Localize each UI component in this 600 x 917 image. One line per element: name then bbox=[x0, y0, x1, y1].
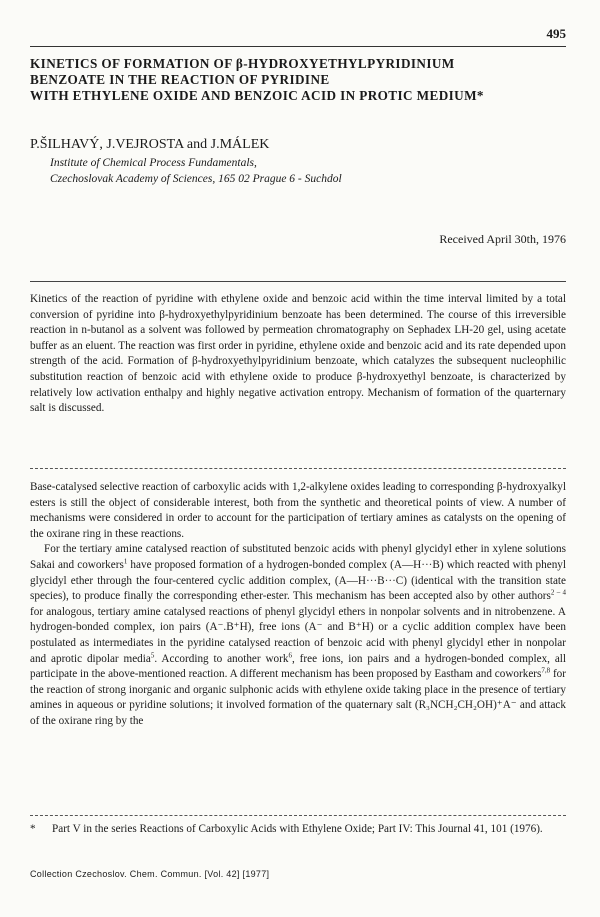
header-rule bbox=[30, 46, 566, 47]
footnote-rule bbox=[30, 815, 566, 816]
article-title bbox=[30, 56, 570, 104]
paragraph-2-part-a: For the tertiary amine catalysed reaction of substituted benzoic acids with phenyl glycidyl ether in xylene solutions Sakai and coworkers bbox=[30, 543, 566, 571]
title-line-2: BENZOATE IN THE REACTION OF PYRIDINE bbox=[30, 72, 330, 87]
abstract-top-rule bbox=[30, 281, 566, 282]
paragraph-2-part-e: , free ions, ion pairs and a hydrogen-bonded complex, all participate in the above-mentioned reaction. A different mechanism has been proposed by Eastham and coworkers bbox=[30, 652, 567, 681]
paragraph-2-part-c: for analogous, tertiary amine catalysed reactions of phenyl glycidyl ethers in nonpolar solvents and in nitrobenzene. A hydrogen-bonded complex, ion pairs (A⁻.B⁺H), free ions (A⁻ and B⁺H) or a cyclic addition complex have been postulated as intermediates in the pyridine catalysed reaction of benzoic acid with phenyl glycidyl ether in nonpolar and aprotic dipolar media bbox=[30, 605, 566, 665]
paragraph-2-part-d: . According to another work bbox=[154, 652, 289, 665]
paragraph-2-part-b: have proposed formation of a hydrogen-bonded complex (A—H···B) which reacted with phenyl glycidyl ether through the four-centered cyclic addition complex, (A—H···B···C) (identical with the transition state species), to produce finally the corresponding ether-ester. This mechanism has been accepted also by other authors bbox=[30, 558, 567, 603]
paragraph-2-part-f: for the reaction of strong inorganic and organic sulphonic acids with ethylene oxide taking place in the presence of tertiary amines in aqueous or pyridine solutions; it involved formation of the quaternary salt (R₃NCH₂CH₂OH)⁺A⁻ and attack of the oxirane ring by the bbox=[30, 668, 567, 727]
page-number: 495 bbox=[546, 26, 566, 41]
affiliation bbox=[50, 155, 342, 187]
reference-5: 7,8 bbox=[541, 666, 551, 675]
footnote bbox=[30, 822, 566, 838]
reference-1: 1 bbox=[123, 557, 128, 566]
footnote-mark: * bbox=[30, 823, 36, 835]
abstract-bottom-rule bbox=[30, 468, 566, 469]
abstract: Kinetics of the reaction of pyridine with ethylene oxide and benzoic acid within the time interval limited by a total conversion of pyridine into β-hydroxyethylpyridinium benzoate has been determined. The course of this irreversible reaction in n-butanol as a solvent was followed by permeation chromatography on Sephadex LH-20 gel, using acetate buffer as an eluent. The reaction was first order in pyridine, ethylene oxide and benzoic acid and its rate depended upon strength of the acid. Formation of β-hydroxyethylpyridinium benzoate, which catalyzes the subsequent nucleophilic substitution reaction of benzoic acid with ethylene oxide to produce β-hydroxyethyl benzoate, is characterized by relatively low activation enthalpy and highly negative activation entropy. Mechanism of formation of the quarternary salt is discussed. bbox=[30, 293, 566, 415]
paragraph-2 bbox=[30, 542, 566, 729]
title-line-1: KINETICS OF FORMATION OF β-HYDROXYETHYLPYRIDINIUM bbox=[30, 56, 455, 71]
footnote-text: Part V in the series Reactions of Carboxylic Acids with Ethylene Oxide; Part IV: This Journal 41, 101 (1976). bbox=[52, 823, 543, 835]
affiliation-line-2: Czechoslovak Academy of Sciences, 165 02 Prague 6 - Suchdol bbox=[50, 173, 342, 185]
reference-3: 5 bbox=[150, 650, 155, 659]
received-date: Received April 30th, 1976 bbox=[439, 232, 566, 246]
affiliation-line-1: Institute of Chemical Process Fundamentals, bbox=[50, 157, 257, 169]
reference-4: 6 bbox=[288, 650, 292, 659]
journal-footer: Collection Czechoslov. Chem. Commun. [Vol. 42] [1977] bbox=[30, 869, 270, 879]
paragraph-1: Base-catalysed selective reaction of carboxylic acids with 1,2-alkylene oxides leading to corresponding β-hydroxyalkyl esters is still the object of considerable interest, both from the synthetic and theoretical points of view. A number of mechanisms were considered in order to account for the participation of tertiary amines as catalysts on the opening of the oxirane ring in these reactions. bbox=[30, 481, 566, 540]
reference-2: 2 – 4 bbox=[550, 588, 567, 597]
authors: P.ŠILHAVÝ, J.VEJROSTA and J.MÁLEK bbox=[30, 137, 270, 152]
body-text bbox=[30, 480, 566, 730]
title-line-3: WITH ETHYLENE OXIDE AND BENZOIC ACID IN PROTIC MEDIUM* bbox=[30, 88, 484, 103]
